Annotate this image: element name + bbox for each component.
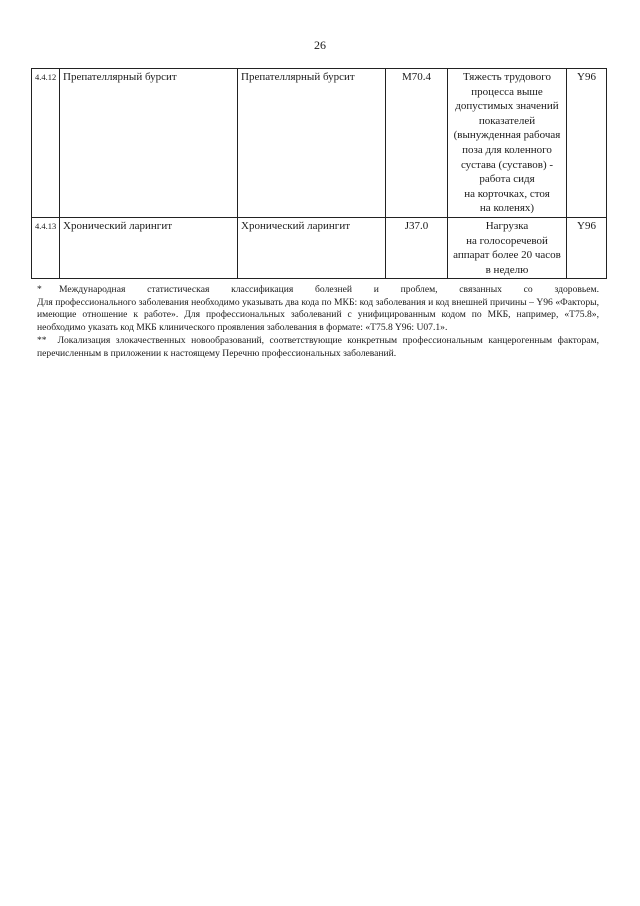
factor-line: показателей [478, 114, 536, 127]
factor-line: на корточках, стоя [464, 187, 550, 200]
factor-line: поза для коленного [462, 143, 552, 156]
factor-line: аппарат более 20 часов [453, 249, 561, 262]
cell-icd-code: J37.0 [386, 217, 448, 278]
footnote-1-body: Для профессионального заболевания необходимо указывать два кода по МКБ: код заболевания и код внешней причины – Y96 «Факторы, имеющие отношение к работе». Для профессиональных заболеваний с унифицированным кодом по МКБ, например, «T75.8», необходимо указать код МКБ клинического проявления заболевания в формате: «T75.8 Y96: U07.1». [37, 296, 599, 334]
factor-line: (вынужденная рабочая [453, 129, 561, 142]
footnote-2 [37, 335, 599, 360]
factor-line: на голосоречевой [466, 234, 548, 247]
factor-line: на коленях) [479, 202, 535, 215]
footnote-2-text: Локализация злокачественных новообразований, соответствующие конкретным профессиональным канцерогенным факторам, перечисленным в приложении к настоящему Перечню профессиональных заболеваний. [37, 334, 600, 359]
factor-line: Нагрузка [485, 219, 529, 232]
cell-disease-full-name: Хронический ларингит [238, 217, 386, 278]
footnote-1-line-1 [37, 284, 599, 297]
footnote-2-marker: ** [37, 334, 47, 346]
cell-disease-full-name: Препателлярный бурсит [238, 69, 386, 218]
cell-number: 4.4.13 [32, 217, 60, 278]
cell-disease-name: Препателлярный бурсит [60, 69, 238, 218]
factor-line: работа сидя [479, 173, 535, 186]
factor-line: Тяжесть трудового [463, 71, 551, 83]
cell-number: 4.4.12 [32, 69, 60, 218]
cell-icd-code: M70.4 [386, 69, 448, 218]
cell-external-cause-code: Y96 [567, 217, 607, 278]
factor-line: допустимых значений [455, 100, 559, 113]
factor-line: в неделю [485, 263, 529, 276]
footnotes [37, 284, 599, 360]
factor-line: процесса выше [471, 85, 543, 98]
footnote-1-heading: Международная статистическая классификация болезней и проблем, связанных со здоровьем. [59, 284, 599, 295]
footnote-1-marker: * [37, 284, 42, 295]
cell-harmful-factor [448, 217, 567, 278]
page-number: 26 [314, 38, 326, 52]
cell-external-cause-code: Y96 [567, 69, 607, 218]
disease-table [31, 68, 607, 279]
table-row [32, 69, 607, 218]
factor-line: сустава (суставов) - [460, 158, 554, 171]
table-row [32, 217, 607, 278]
cell-harmful-factor [448, 69, 567, 218]
cell-disease-name: Хронический ларингит [60, 217, 238, 278]
